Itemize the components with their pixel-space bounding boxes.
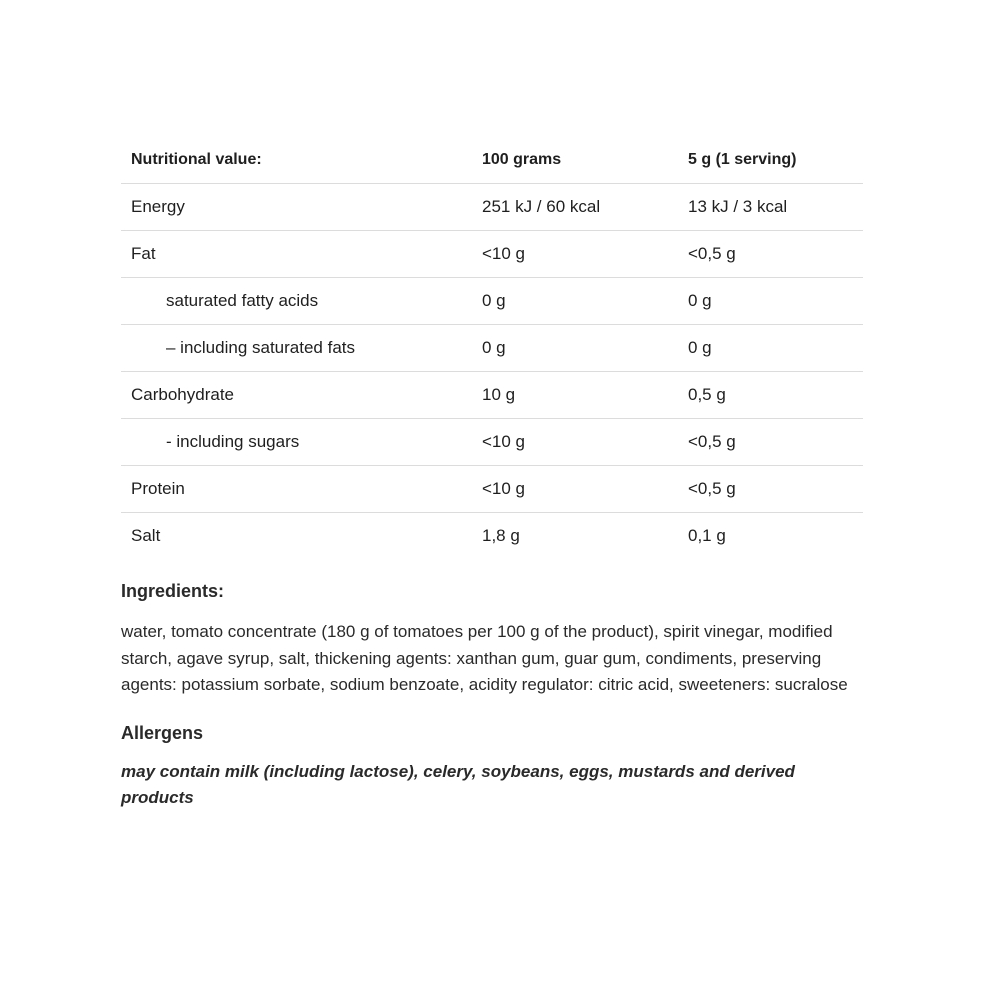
- row-per-serving: 13 kJ / 3 kcal: [678, 184, 863, 231]
- row-per-100g: 1,8 g: [482, 526, 520, 545]
- table-row: [121, 278, 863, 325]
- nutrition-table: [121, 137, 863, 559]
- header-per-serving: 5 g (1 serving): [678, 137, 863, 184]
- table-row: [121, 466, 863, 513]
- row-per-serving: 0,5 g: [678, 372, 863, 419]
- ingredients-text: water, tomato concentrate (180 g of tomatoes per 100 g of the product), spirit vinegar, modified starch, agave syrup, salt, thickening agents: xanthan gum, guar gum, condiments, preserving agents: potassium sorbate, sodium benzoate, acidity regulator: citric acid, sweeteners: sucralose: [121, 622, 848, 694]
- table-row: [121, 231, 863, 278]
- allergens-text: may contain milk (including lactose), celery, soybeans, eggs, mustards and derived products: [121, 761, 795, 807]
- row-per-serving: 0 g: [678, 325, 863, 372]
- row-per-100g: <10 g: [472, 419, 678, 466]
- table-header-row: [121, 137, 863, 184]
- row-label: saturated fatty acids: [121, 278, 472, 325]
- row-per-serving: <0,5 g: [678, 466, 863, 513]
- row-per-100g: 251 kJ / 60 kcal: [472, 184, 678, 231]
- row-per-100g: 0 g: [472, 278, 678, 325]
- table-row: [121, 325, 863, 372]
- row-per-100g: 10 g: [472, 372, 678, 419]
- row-label: – including saturated fats: [121, 325, 472, 372]
- row-per-serving: <0,5 g: [678, 231, 863, 278]
- product-info: [121, 137, 863, 812]
- row-per-100g: <10 g: [472, 466, 678, 513]
- table-row: [121, 513, 863, 560]
- row-label: Fat: [121, 231, 472, 278]
- header-nutritional-value: Nutritional value:: [121, 137, 472, 184]
- row-label: Carbohydrate: [121, 372, 472, 419]
- row-per-100g: <10 g: [472, 231, 678, 278]
- row-label: Salt: [131, 526, 161, 545]
- allergens-heading: Allergens: [121, 722, 204, 743]
- row-per-100g: 0 g: [472, 325, 678, 372]
- row-label: Protein: [121, 466, 472, 513]
- ingredients-heading: Ingredients:: [121, 581, 225, 601]
- row-per-serving: 0,1 g: [688, 526, 726, 545]
- header-100-grams: 100 grams: [472, 137, 678, 184]
- row-label: Energy: [121, 184, 472, 231]
- table-row: [121, 419, 863, 466]
- row-per-serving: <0,5 g: [678, 419, 863, 466]
- table-row: [121, 372, 863, 419]
- row-label: - including sugars: [121, 419, 472, 466]
- table-row: [121, 184, 863, 231]
- row-per-serving: 0 g: [678, 278, 863, 325]
